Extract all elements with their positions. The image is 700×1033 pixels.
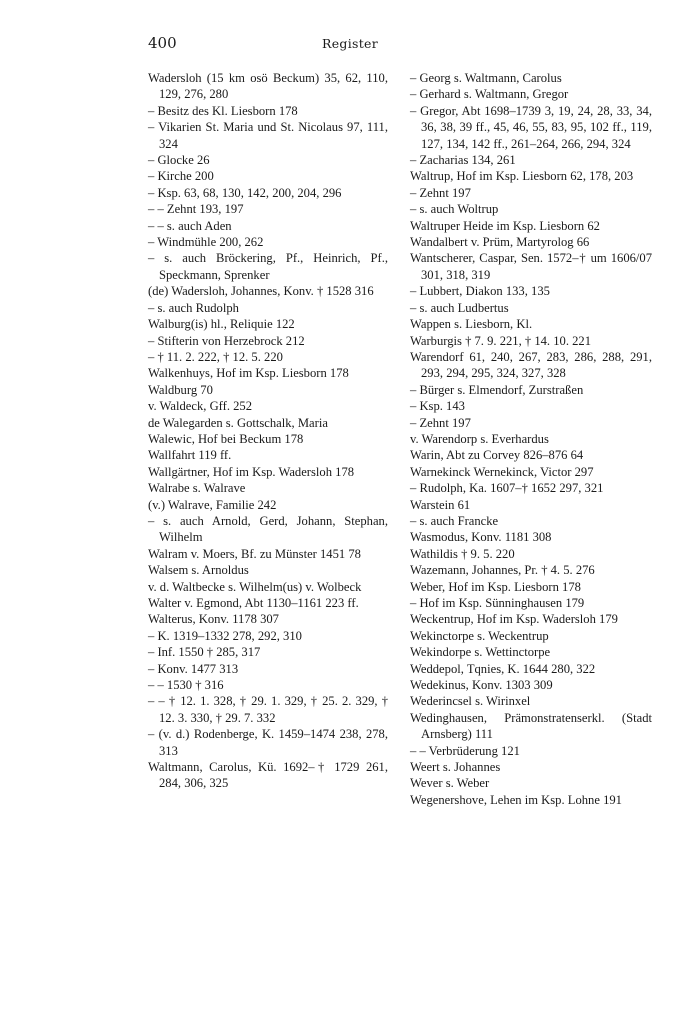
index-entry: – – Zehnt 193, 197 — [148, 202, 244, 217]
index-entry: – Rudolph, Ka. 1607–† 1652 297, 321 — [410, 481, 604, 496]
index-entry: v. Waldeck, Gff. 252 — [148, 399, 253, 414]
index-entry: Walburg(is) hl., Reliquie 122 — [148, 317, 295, 332]
index-entry: Wekindorpe s. Wettinctorpe — [410, 645, 551, 660]
index-entry: – Zehnt 197 — [410, 415, 471, 430]
index-entry: – Vikarien St. Maria und St. Nicolaus 97, 111, 324 — [148, 120, 388, 151]
index-entry: – Lubbert, Diakon 133, 135 — [410, 284, 550, 299]
index-entry: Walram v. Moers, Bf. zu Münster 1451 78 — [148, 546, 361, 561]
index-entry: Wazemann, Johannes, Pr. † 4. 5. 276 — [410, 563, 595, 578]
index-entry: Warin, Abt zu Corvey 826–876 64 — [410, 448, 584, 463]
index-entry: – s. auch Francke — [410, 513, 499, 528]
index-entry: – Besitz des Kl. Liesborn 178 — [148, 103, 298, 118]
index-entry: v. Warendorp s. Everhardus — [410, 431, 549, 446]
running-head: Register — [321, 36, 379, 51]
index-entry: Warendorf 61, 240, 267, 283, 286, 288, 291, 293, 294, 295, 324, 327, 328 — [410, 349, 652, 381]
index-entry: – – s. auch Aden — [148, 218, 232, 233]
index-entry: Wasmodus, Konv. 1181 308 — [410, 530, 552, 545]
index-entry: Waltruper Heide im Ksp. Liesborn 62 — [410, 218, 600, 233]
index-entry: Waldburg 70 — [148, 382, 213, 397]
index-entry: Waltrup, Hof im Ksp. Liesborn 62, 178, 203 — [410, 169, 634, 184]
index-entry: Walkenhuys, Hof im Ksp. Liesborn 178 — [148, 366, 349, 381]
index-entry: – Gerhard s. Waltmann, Gregor — [410, 87, 569, 102]
index-entry: Weckentrup, Hof im Ksp. Wadersloh 179 — [410, 612, 618, 627]
index-entry: – Georg s. Waltmann, Carolus — [410, 71, 562, 85]
index-entry: Wantscherer, Caspar, Sen. 1572–† um 1606/07 301, 318, 319 — [410, 251, 652, 282]
index-entry: – K. 1319–1332 278, 292, 310 — [148, 628, 302, 643]
index-entry: – Zehnt 197 — [410, 185, 471, 200]
index-entry: – Hof im Ksp. Sünninghausen 179 — [410, 596, 585, 610]
index-entry: (de) Wadersloh, Johannes, Konv. † 1528 316 — [148, 284, 374, 299]
index-entry: – – † 12. 1. 328, † 29. 1. 329, † 25. 2. 329, † 12. 3. 330, † 29. 7. 332 — [148, 694, 388, 725]
index-entry: Wedinghausen, Prämonstratenserkl. (Stadt Arnsberg) 111 — [410, 710, 652, 742]
index-entry: Wadersloh (15 km osö Beckum) 35, 62, 110, 129, 276, 280 — [148, 71, 388, 102]
index-entry: Wekinctorpe s. Weckentrup — [410, 628, 549, 643]
index-entry: – Glocke 26 — [148, 153, 210, 168]
index-entry: Warstein 61 — [410, 497, 471, 512]
index-entry: Walsem s. Arnoldus — [148, 563, 249, 578]
index-entry: Wever s. Weber — [410, 776, 490, 791]
index-entry: Wederincsel s. Wirinxel — [410, 694, 531, 709]
index-entry: – s. auch Woltrup — [410, 202, 499, 217]
index-entry: Warnekinck Wernekinck, Victor 297 — [410, 464, 594, 479]
index-entry: Wedekinus, Konv. 1303 309 — [410, 678, 553, 693]
index-entry: – Windmühle 200, 262 — [148, 235, 264, 250]
index-entry: Weddepol, Tqnies, K. 1644 280, 322 — [410, 661, 596, 676]
index-entry: – Stifterin von Herzebrock 212 — [148, 333, 305, 348]
index-entry: de Walegarden s. Gottschalk, Maria — [148, 415, 328, 430]
index-entry: – s. auch Rudolph — [148, 300, 239, 315]
index-entry: – – 1530 † 316 — [148, 678, 224, 693]
index-column-left — [148, 70, 388, 792]
index-entry: – Kirche 200 — [148, 169, 214, 184]
index-entry: – Inf. 1550 † 285, 317 — [148, 645, 261, 660]
index-entry: – Gregor, Abt 1698–1739 3, 19, 24, 28, 33, 34, 36, 38, 39 ff., 45, 46, 55, 83, 95, 102 ff., 119, 127, 134, 142 ff., 261–264, 266, 294, 324 — [410, 103, 652, 151]
index-column-right — [410, 70, 652, 808]
index-entry: – Ksp. 63, 68, 130, 142, 200, 204, 296 — [148, 185, 342, 200]
index-entry: Warburgis † 7. 9. 221, † 14. 10. 221 — [410, 333, 592, 348]
index-entry: – (v. d.) Rodenberge, K. 1459–1474 238, 278, 313 — [148, 727, 388, 758]
index-entry: – Bürger s. Elmendorf, Zurstraßen — [410, 382, 584, 397]
index-entry: – s. auch Ludbertus — [410, 300, 509, 315]
index-entry: Walrabe s. Walrave — [148, 481, 246, 496]
index-entry: Wandalbert v. Prüm, Martyrolog 66 — [410, 235, 590, 250]
index-entry: (v.) Walrave, Familie 242 — [148, 497, 277, 512]
index-entry: – † 11. 2. 222, † 12. 5. 220 — [148, 349, 283, 364]
index-entry: – Ksp. 143 — [410, 399, 465, 414]
index-entry: Waltmann, Carolus, Kü. 1692–† 1729 261, 284, 306, 325 — [148, 760, 388, 791]
index-entry: Wathildis † 9. 5. 220 — [410, 546, 515, 561]
index-entry: Wappen s. Liesborn, Kl. — [410, 317, 533, 332]
index-entry: Wallfahrt 119 ff. — [148, 448, 232, 463]
index-entry: Wallgärtner, Hof im Ksp. Wadersloh 178 — [148, 464, 355, 479]
index-entry: Walewic, Hof bei Beckum 178 — [148, 431, 304, 446]
index-entry: – s. auch Bröckering, Pf., Heinrich, Pf., Speckmann, Sprenker — [148, 251, 388, 282]
index-entry: Weber, Hof im Ksp. Liesborn 178 — [410, 579, 581, 594]
index-entry: – Zacharias 134, 261 — [410, 153, 516, 168]
index-entry: Weert s. Johannes — [410, 760, 501, 775]
index-entry: – Konv. 1477 313 — [148, 661, 239, 676]
index-entry: Walterus, Konv. 1178 307 — [148, 612, 279, 627]
page-number: 400 — [148, 34, 177, 52]
index-entry: v. d. Waltbecke s. Wilhelm(us) v. Wolbeck — [148, 579, 362, 594]
index-entry: Wegenershove, Lehen im Ksp. Lohne 191 — [410, 792, 622, 807]
index-entry: – s. auch Arnold, Gerd, Johann, Stephan, Wilhelm — [148, 513, 388, 545]
index-entry: Walter v. Egmond, Abt 1130–1161 223 ff. — [148, 596, 359, 610]
index-entry: – – Verbrüderung 121 — [410, 743, 520, 758]
